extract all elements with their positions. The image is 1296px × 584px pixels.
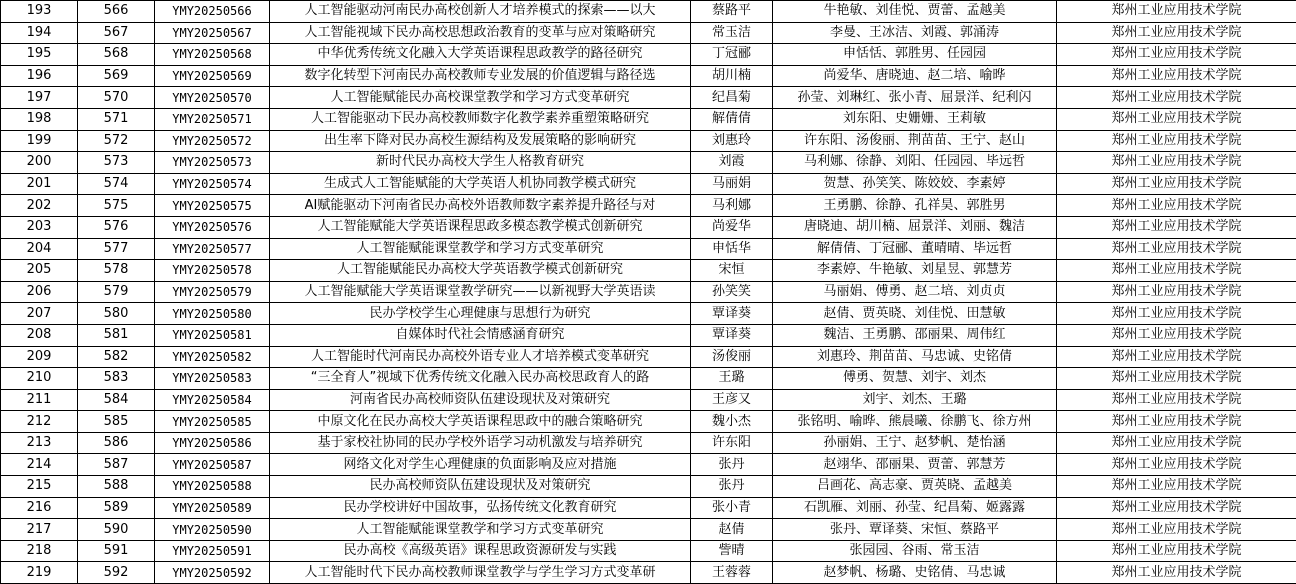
project-title-cell: 人工智能赋能大学英语课程思政多模态教学模式创新研究 — [270, 216, 691, 238]
table-row — [1, 152, 1296, 174]
project-title-cell: 人工智能时代下民办高校教师课堂教学与学生学习方式变革研 — [270, 562, 691, 584]
members-cell: 魏洁、王勇鹏、邵丽果、周伟红 — [773, 324, 1057, 346]
row-index-cell: 212 — [1, 411, 78, 433]
institution-cell: 郑州工业应用技术学院 — [1057, 152, 1296, 174]
table-row — [1, 1, 1296, 23]
leader-cell: 刘惠玲 — [691, 130, 773, 152]
project-code-cell: YMY20250572 — [155, 130, 270, 152]
project-title-cell: 自媒体时代社会情感涵育研究 — [270, 324, 691, 346]
leader-cell: 覃译葵 — [691, 324, 773, 346]
project-title-cell: 新时代民办高校大学生人格教育研究 — [270, 152, 691, 174]
institution-cell: 郑州工业应用技术学院 — [1057, 44, 1296, 66]
sequence-cell: 585 — [78, 411, 155, 433]
members-cell: 尚爱华、唐晓迪、赵二培、喻晔 — [773, 65, 1057, 87]
row-index-cell: 213 — [1, 432, 78, 454]
sequence-cell: 592 — [78, 562, 155, 584]
row-index-cell: 194 — [1, 22, 78, 44]
leader-cell: 张丹 — [691, 476, 773, 498]
table-row — [1, 260, 1296, 282]
leader-cell: 丁冠郦 — [691, 44, 773, 66]
row-index-cell: 201 — [1, 173, 78, 195]
project-title-cell: 中华优秀传统文化融入大学英语课程思政教学的路径研究 — [270, 44, 691, 66]
leader-cell: 纪昌菊 — [691, 87, 773, 109]
project-code-cell: YMY20250585 — [155, 411, 270, 433]
sequence-cell: 567 — [78, 22, 155, 44]
project-code-cell: YMY20250590 — [155, 519, 270, 541]
project-code-cell: YMY20250566 — [155, 1, 270, 23]
table-row — [1, 497, 1296, 519]
institution-cell: 郑州工业应用技术学院 — [1057, 476, 1296, 498]
project-code-cell: YMY20250580 — [155, 303, 270, 325]
sequence-cell: 578 — [78, 260, 155, 282]
table-row — [1, 476, 1296, 498]
institution-cell: 郑州工业应用技术学院 — [1057, 346, 1296, 368]
sequence-cell: 577 — [78, 238, 155, 260]
institution-cell: 郑州工业应用技术学院 — [1057, 411, 1296, 433]
members-cell: 唐晓迪、胡川楠、屈景洋、刘丽、魏洁 — [773, 216, 1057, 238]
project-title-cell: 人工智能时代河南民办高校外语专业人才培养模式变革研究 — [270, 346, 691, 368]
project-title-cell: 人工智能赋能课堂教学和学习方式变革研究 — [270, 238, 691, 260]
table-row — [1, 368, 1296, 390]
project-code-cell: YMY20250573 — [155, 152, 270, 174]
project-code-cell: YMY20250581 — [155, 324, 270, 346]
sequence-cell: 581 — [78, 324, 155, 346]
row-index-cell: 198 — [1, 108, 78, 130]
sequence-cell: 573 — [78, 152, 155, 174]
project-code-cell: YMY20250583 — [155, 368, 270, 390]
project-code-cell: YMY20250591 — [155, 540, 270, 562]
row-index-cell: 209 — [1, 346, 78, 368]
row-index-cell: 204 — [1, 238, 78, 260]
project-title-cell: “三全育人”视域下优秀传统文化融入民办高校思政育人的路 — [270, 368, 691, 390]
project-code-cell: YMY20250579 — [155, 281, 270, 303]
project-code-cell: YMY20250571 — [155, 108, 270, 130]
leader-cell: 解倩倩 — [691, 108, 773, 130]
members-cell: 吕画花、高志豪、贾英晓、孟越美 — [773, 476, 1057, 498]
members-cell: 张园园、谷雨、常玉洁 — [773, 540, 1057, 562]
members-cell: 马利娜、徐静、刘阳、任园园、毕远哲 — [773, 152, 1057, 174]
leader-cell: 申恬华 — [691, 238, 773, 260]
project-title-cell: 网络文化对学生心理健康的负面影响及应对措施 — [270, 454, 691, 476]
sequence-cell: 582 — [78, 346, 155, 368]
leader-cell: 胡川楠 — [691, 65, 773, 87]
table-row — [1, 540, 1296, 562]
members-cell: 刘东阳、史姗姗、王莉敏 — [773, 108, 1057, 130]
leader-cell: 宋恒 — [691, 260, 773, 282]
project-code-cell: YMY20250567 — [155, 22, 270, 44]
members-cell: 张丹、覃译葵、宋恒、蔡路平 — [773, 519, 1057, 541]
institution-cell: 郑州工业应用技术学院 — [1057, 195, 1296, 217]
leader-cell: 汤俊丽 — [691, 346, 773, 368]
sequence-cell: 590 — [78, 519, 155, 541]
leader-cell: 王璐 — [691, 368, 773, 390]
sequence-cell: 568 — [78, 44, 155, 66]
sequence-cell: 591 — [78, 540, 155, 562]
row-index-cell: 208 — [1, 324, 78, 346]
row-index-cell: 196 — [1, 65, 78, 87]
leader-cell: 王蓉蓉 — [691, 562, 773, 584]
project-title-cell: 民办学校学生心理健康与思想行为研究 — [270, 303, 691, 325]
institution-cell: 郑州工业应用技术学院 — [1057, 87, 1296, 109]
project-code-cell: YMY20250570 — [155, 87, 270, 109]
table-body — [1, 1, 1296, 584]
institution-cell: 郑州工业应用技术学院 — [1057, 432, 1296, 454]
project-title-cell: 人工智能赋能民办高校课堂教学和学习方式变革研究 — [270, 87, 691, 109]
institution-cell: 郑州工业应用技术学院 — [1057, 303, 1296, 325]
project-title-cell: 人工智能赋能课堂教学和学习方式变革研究 — [270, 519, 691, 541]
row-index-cell: 197 — [1, 87, 78, 109]
sequence-cell: 571 — [78, 108, 155, 130]
members-cell: 赵倩、贾英晓、刘佳悦、田慧敏 — [773, 303, 1057, 325]
members-cell: 解倩倩、丁冠郦、董晴晴、毕远哲 — [773, 238, 1057, 260]
sequence-cell: 584 — [78, 389, 155, 411]
table-row — [1, 216, 1296, 238]
row-index-cell: 206 — [1, 281, 78, 303]
leader-cell: 马利娜 — [691, 195, 773, 217]
leader-cell: 王彦又 — [691, 389, 773, 411]
leader-cell: 刘霞 — [691, 152, 773, 174]
project-title-cell: 人工智能驱动下民办高校教师数字化教学素养重塑策略研究 — [270, 108, 691, 130]
project-code-cell: YMY20250592 — [155, 562, 270, 584]
table-row — [1, 195, 1296, 217]
institution-cell: 郑州工业应用技术学院 — [1057, 281, 1296, 303]
row-index-cell: 199 — [1, 130, 78, 152]
institution-cell: 郑州工业应用技术学院 — [1057, 173, 1296, 195]
sequence-cell: 588 — [78, 476, 155, 498]
sequence-cell: 579 — [78, 281, 155, 303]
row-index-cell: 217 — [1, 519, 78, 541]
leader-cell: 马丽娟 — [691, 173, 773, 195]
table-row — [1, 238, 1296, 260]
table-row — [1, 346, 1296, 368]
table-row — [1, 65, 1296, 87]
project-title-cell: 河南省民办高校师资队伍建设现状及对策研究 — [270, 389, 691, 411]
row-index-cell: 193 — [1, 1, 78, 23]
leader-cell: 张丹 — [691, 454, 773, 476]
project-code-cell: YMY20250569 — [155, 65, 270, 87]
table-row — [1, 281, 1296, 303]
members-cell: 牛艳敏、刘佳悦、贾蕾、孟越美 — [773, 1, 1057, 23]
sequence-cell: 589 — [78, 497, 155, 519]
members-cell: 石凯雁、刘丽、孙莹、纪昌菊、姬露露 — [773, 497, 1057, 519]
row-index-cell: 207 — [1, 303, 78, 325]
leader-cell: 张小青 — [691, 497, 773, 519]
table-row — [1, 173, 1296, 195]
institution-cell: 郑州工业应用技术学院 — [1057, 1, 1296, 23]
institution-cell: 郑州工业应用技术学院 — [1057, 22, 1296, 44]
table-row — [1, 303, 1296, 325]
members-cell: 孙莹、刘琳红、张小青、屈景洋、纪利闪 — [773, 87, 1057, 109]
table-row — [1, 389, 1296, 411]
leader-cell: 蔡路平 — [691, 1, 773, 23]
table-row — [1, 130, 1296, 152]
row-index-cell: 218 — [1, 540, 78, 562]
table-row — [1, 22, 1296, 44]
members-cell: 马丽娟、傅勇、赵二培、刘贞贞 — [773, 281, 1057, 303]
institution-cell: 郑州工业应用技术学院 — [1057, 324, 1296, 346]
institution-cell: 郑州工业应用技术学院 — [1057, 65, 1296, 87]
table-row — [1, 324, 1296, 346]
sequence-cell: 575 — [78, 195, 155, 217]
project-title-cell: 人工智能视域下民办高校思想政治教育的变革与应对策略研究 — [270, 22, 691, 44]
project-title-cell: 民办高校师资队伍建设现状及对策研究 — [270, 476, 691, 498]
leader-cell: 覃译葵 — [691, 303, 773, 325]
leader-cell: 尚爱华 — [691, 216, 773, 238]
members-cell: 赵翊华、邵丽果、贾蕾、郭慧芳 — [773, 454, 1057, 476]
project-title-cell: 民办学校讲好中国故事，弘扬传统文化教育研究 — [270, 497, 691, 519]
institution-cell: 郑州工业应用技术学院 — [1057, 540, 1296, 562]
institution-cell: 郑州工业应用技术学院 — [1057, 389, 1296, 411]
project-title-cell: AI赋能驱动下河南省民办高校外语教师数字素养提升路径与对 — [270, 195, 691, 217]
institution-cell: 郑州工业应用技术学院 — [1057, 454, 1296, 476]
row-index-cell: 211 — [1, 389, 78, 411]
sequence-cell: 587 — [78, 454, 155, 476]
sequence-cell: 574 — [78, 173, 155, 195]
institution-cell: 郑州工业应用技术学院 — [1057, 130, 1296, 152]
leader-cell: 訾晴 — [691, 540, 773, 562]
row-index-cell: 210 — [1, 368, 78, 390]
project-title-cell: 中原文化在民办高校大学英语课程思政中的融合策略研究 — [270, 411, 691, 433]
table-row — [1, 519, 1296, 541]
institution-cell: 郑州工业应用技术学院 — [1057, 368, 1296, 390]
project-code-cell: YMY20250576 — [155, 216, 270, 238]
row-index-cell: 219 — [1, 562, 78, 584]
project-code-cell: YMY20250588 — [155, 476, 270, 498]
sequence-cell: 572 — [78, 130, 155, 152]
members-cell: 刘惠玲、荆苗苗、马忠诚、史铭倩 — [773, 346, 1057, 368]
row-index-cell: 215 — [1, 476, 78, 498]
table-row — [1, 44, 1296, 66]
table-row — [1, 108, 1296, 130]
project-title-cell: 基于家校社协同的民办学校外语学习动机激发与培养研究 — [270, 432, 691, 454]
table-row — [1, 432, 1296, 454]
project-code-cell: YMY20250587 — [155, 454, 270, 476]
project-title-cell: 数字化转型下河南民办高校教师专业发展的价值逻辑与路径选 — [270, 65, 691, 87]
institution-cell: 郑州工业应用技术学院 — [1057, 497, 1296, 519]
project-code-cell: YMY20250574 — [155, 173, 270, 195]
members-cell: 刘宇、刘杰、王璐 — [773, 389, 1057, 411]
members-cell: 贺慧、孙笑笑、陈姣姣、李素婷 — [773, 173, 1057, 195]
table-row — [1, 454, 1296, 476]
project-title-cell: 民办高校《高级英语》课程思政资源研发与实践 — [270, 540, 691, 562]
members-cell: 孙丽娟、王宁、赵梦帆、楚怡涵 — [773, 432, 1057, 454]
sequence-cell: 586 — [78, 432, 155, 454]
project-title-cell: 人工智能赋能大学英语课堂教学研究——以新视野大学英语读 — [270, 281, 691, 303]
institution-cell: 郑州工业应用技术学院 — [1057, 562, 1296, 584]
project-title-cell: 人工智能驱动河南民办高校创新人才培养模式的探索——以大 — [270, 1, 691, 23]
members-cell: 许东阳、汤俊丽、荆苗苗、王宁、赵山 — [773, 130, 1057, 152]
row-index-cell: 195 — [1, 44, 78, 66]
members-cell: 赵梦帆、杨璐、史铭倩、马忠诚 — [773, 562, 1057, 584]
sequence-cell: 570 — [78, 87, 155, 109]
project-title-cell: 生成式人工智能赋能的大学英语人机协同教学模式研究 — [270, 173, 691, 195]
members-cell: 李素婷、牛艳敏、刘星昱、郭慧芳 — [773, 260, 1057, 282]
institution-cell: 郑州工业应用技术学院 — [1057, 519, 1296, 541]
members-cell: 傅勇、贺慧、刘宇、刘杰 — [773, 368, 1057, 390]
sequence-cell: 566 — [78, 1, 155, 23]
leader-cell: 孙笑笑 — [691, 281, 773, 303]
project-code-cell: YMY20250578 — [155, 260, 270, 282]
members-cell: 申恬恬、郭胜男、任园园 — [773, 44, 1057, 66]
project-code-cell: YMY20250568 — [155, 44, 270, 66]
row-index-cell: 202 — [1, 195, 78, 217]
sequence-cell: 576 — [78, 216, 155, 238]
project-code-cell: YMY20250586 — [155, 432, 270, 454]
row-index-cell: 205 — [1, 260, 78, 282]
table-row — [1, 411, 1296, 433]
project-code-cell: YMY20250575 — [155, 195, 270, 217]
leader-cell: 许东阳 — [691, 432, 773, 454]
sequence-cell: 580 — [78, 303, 155, 325]
row-index-cell: 216 — [1, 497, 78, 519]
project-code-cell: YMY20250582 — [155, 346, 270, 368]
table-row — [1, 87, 1296, 109]
members-cell: 李曼、王冰洁、刘霞、郭涌涛 — [773, 22, 1057, 44]
leader-cell: 魏小杰 — [691, 411, 773, 433]
sequence-cell: 583 — [78, 368, 155, 390]
table-row — [1, 562, 1296, 584]
row-index-cell: 214 — [1, 454, 78, 476]
institution-cell: 郑州工业应用技术学院 — [1057, 216, 1296, 238]
project-title-cell: 人工智能赋能民办高校大学英语教学模式创新研究 — [270, 260, 691, 282]
row-index-cell: 203 — [1, 216, 78, 238]
project-title-cell: 出生率下降对民办高校生源结构及发展策略的影响研究 — [270, 130, 691, 152]
project-code-cell: YMY20250577 — [155, 238, 270, 260]
members-cell: 张铭明、喻晔、熊晨曦、徐鹏飞、徐方州 — [773, 411, 1057, 433]
project-code-cell: YMY20250584 — [155, 389, 270, 411]
row-index-cell: 200 — [1, 152, 78, 174]
institution-cell: 郑州工业应用技术学院 — [1057, 238, 1296, 260]
institution-cell: 郑州工业应用技术学院 — [1057, 260, 1296, 282]
project-code-cell: YMY20250589 — [155, 497, 270, 519]
leader-cell: 赵倩 — [691, 519, 773, 541]
members-cell: 王勇鹏、徐静、孔祥昊、郭胜男 — [773, 195, 1057, 217]
leader-cell: 常玉洁 — [691, 22, 773, 44]
sequence-cell: 569 — [78, 65, 155, 87]
institution-cell: 郑州工业应用技术学院 — [1057, 108, 1296, 130]
